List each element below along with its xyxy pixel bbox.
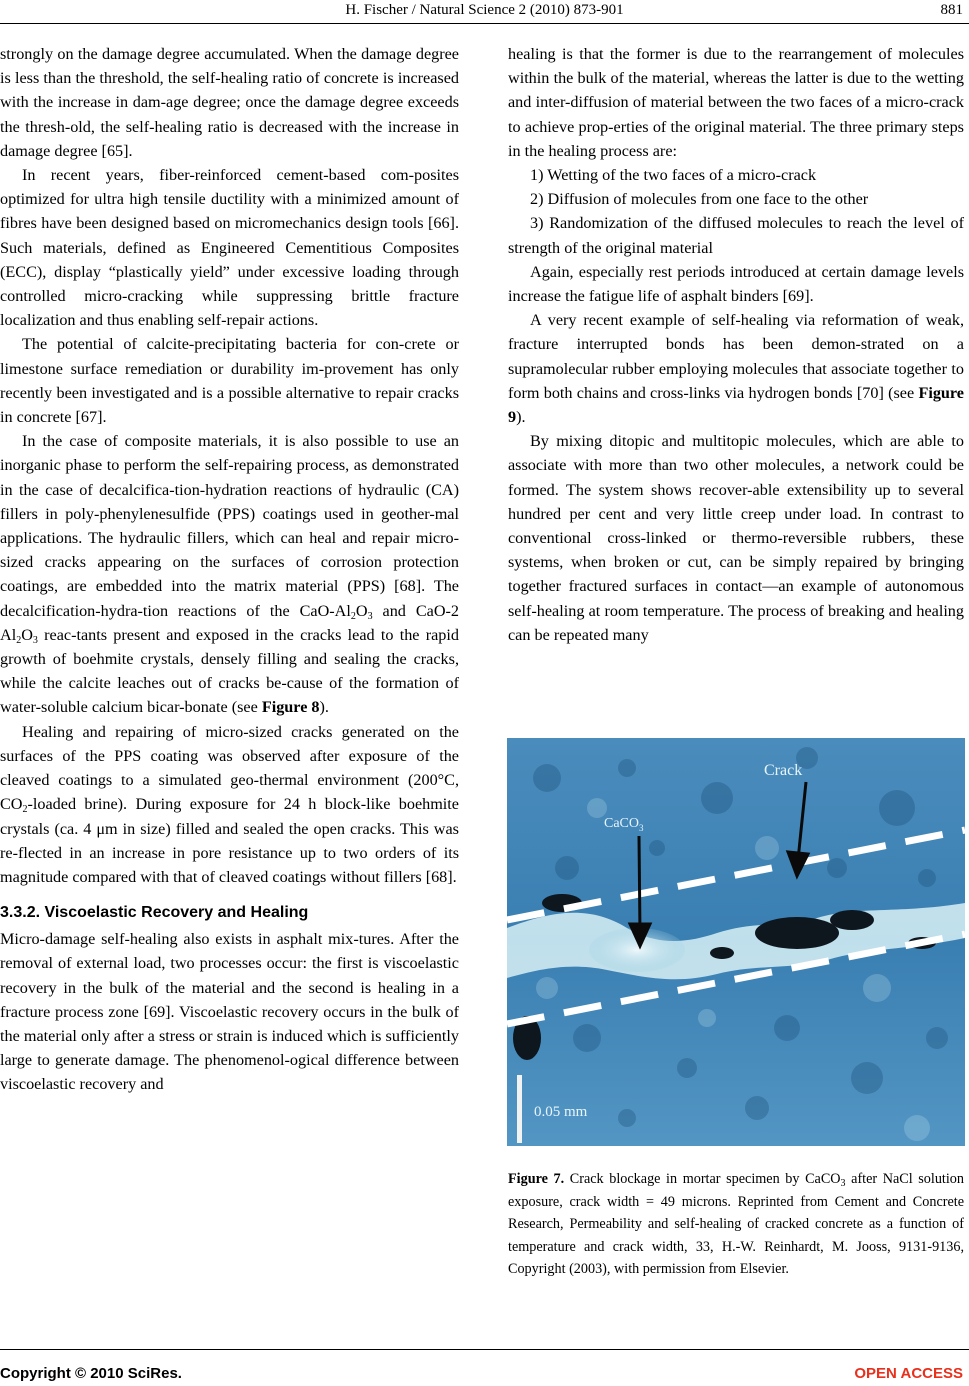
micrograph-image <box>507 738 965 1146</box>
figure-caption: Figure 7. Crack blockage in mortar specimen by CaCO$_3$ after NaCl solution exposure, crack width = 49 microns. Reprinted from Cement and Concrete Research, Permeability and self-healing of cracked concrete as a function of temperature and crack width, 33, H.-W. Reinhardt, M. Jooss, 9131-9136, Copyright (2003), with permission from Elsevier. <box>508 1171 964 1278</box>
paragraph: In recent years, fiber-reinforced cement-based com-posites optimized for ultra high tensile ductility with a minimized amount of fibres have been designed based on micromechanics design tools [66]. Such materials, defined as Engineered Cementitious Composites (ECC), display “plastically yield” under excessive loading through controlled micro-cracking while suppressing brittle fracture localization and thus enabling self-repair actions. <box>0 166 459 330</box>
figure-reference: Figure 8 <box>261 698 320 717</box>
caco3-label: CaCO$_3$ <box>604 816 644 833</box>
paragraph: The potential of calcite-precipitating bacteria for con-crete or limestone surface remediation or durability im-provement has only recently been investigated and is a possible alternative to repair cracks in concrete [67]. <box>0 335 459 427</box>
paragraph: strongly on the damage degree accumulated. When the damage degree is less than the threshold, the self-healing ratio of concrete is increased with the increase in dam-age degree; once the damage degree exceeds the thresh-old, the self-healing ratio is decreased with the increase in damage degree [65]. <box>0 45 459 160</box>
section-heading: 3.3.2. Viscoelastic Recovery and Healing <box>0 904 309 922</box>
paragraph: In the case of composite materials, it is also possible to use an inorganic phase to perform the self-repairing process, as demonstrated in the case of decalcifica-tion-hydration reactions of hydraulic (CA) fillers in poly-phenylenesulfide (PPS) coatings used in geother-mal applications. The hydraulic fillers, which can heal and repair micro-sized cracks appearing on the surfaces of corrosion protection coatings, are embedded into the matrix material (PPS) [68]. The decalcification-hydra-tion reactions of the CaO-$Al_2O_3$ and CaO-2 $Al_2O_3$ reac-tants present and exposed in the cracks lead to the rapid growth of boehmite crystals, densely filling and sealing the cracks, while the calcite leaches out of cracks be-cause of the formation of water-soluble calcium bicar-bonate (see Figure 8). <box>0 432 460 717</box>
footer-rule <box>0 1349 969 1350</box>
paragraph: A very recent example of self-healing via reformation of weak, fracture interrupted bonds has been demon-strated on a supramolecular rubber employing molecules that associate together to form both chains and cross-links via hydrogen bonds [70] (see Figure 9). <box>508 311 964 427</box>
list-item: 3) Randomization of the diffused molecules to reach the level of strength of the original material <box>508 214 964 257</box>
copyright-notice: Copyright © 2010 SciRes. <box>0 1365 182 1382</box>
figure-reference: Figure 9 <box>508 383 964 427</box>
page-number: 881 <box>940 2 963 18</box>
left-column <box>0 42 459 1097</box>
paragraph: By mixing ditopic and multitopic molecules, which are able to associate with more than two other molecules, a network could be formed. The system shows recover-able extensibility up to several hundred per cent and very little creep under load. In contrast to conventional cross-linked or thermo-reversible rubbers, these systems, when broken or cut, can be simply repaired by bringing together fractured surfaces in contact―an example of autonomous self-healing at room temperature. The process of breaking and healing can be repeated many <box>508 432 964 644</box>
right-column <box>508 42 964 647</box>
running-title: H. Fischer / Natural Science 2 (2010) 873-901 <box>345 2 624 18</box>
list-item: 2) Diffusion of molecules from one face to the other <box>530 190 869 209</box>
open-access-badge: OPEN ACCESS <box>854 1365 963 1382</box>
header-rule <box>0 23 969 24</box>
paragraph: healing is that the former is due to the rearrangement of molecules within the bulk of the material, whereas the latter is due to the wetting and inter-diffusion of material between the two faces of a micro-crack to achieve prop-erties of the original material. The three primary steps in the healing process are: <box>508 45 964 160</box>
paragraph: Healing and repairing of micro-sized cracks generated on the surfaces of the PPS coating was observed after exposure of the cleaved coatings to a simulated geo-thermal environment (200°C, $CO_2$-loaded brine). During exposure for 24 h block-like boehmite crystals (ca. 4 μm in size) filled and sealed the open cracks. This was re-flected in an increase in pore resistance up to two orders of its magnitude compared with that of cleaved coatings without fillers [68]. <box>0 722 459 886</box>
scale-label: 0.05 mm <box>534 1104 588 1120</box>
running-header <box>0 0 969 24</box>
caption-label: Figure 7. <box>508 1171 565 1187</box>
figure-7-micrograph <box>507 738 965 1146</box>
paragraph: Again, especially rest periods introduced at certain damage levels increase the fatigue life of asphalt binders [69]. <box>508 262 964 306</box>
list-item: 1) Wetting of the two faces of a micro-crack <box>530 166 817 185</box>
scale-bar <box>517 1075 522 1143</box>
crack-label: Crack <box>764 762 803 779</box>
paragraph: Micro-damage self-healing also exists in asphalt mix-tures. After the removal of external load, two processes occur: the first is viscoelastic recovery in the bulk of the material and the second is healing in a fracture process zone [69]. Viscoelastic recovery occurs in the bulk of the material only after a stress or strain is induced which is sufficiently large to generate damage. The phenomenol-ogical difference between viscoelastic recovery and <box>0 930 459 1094</box>
